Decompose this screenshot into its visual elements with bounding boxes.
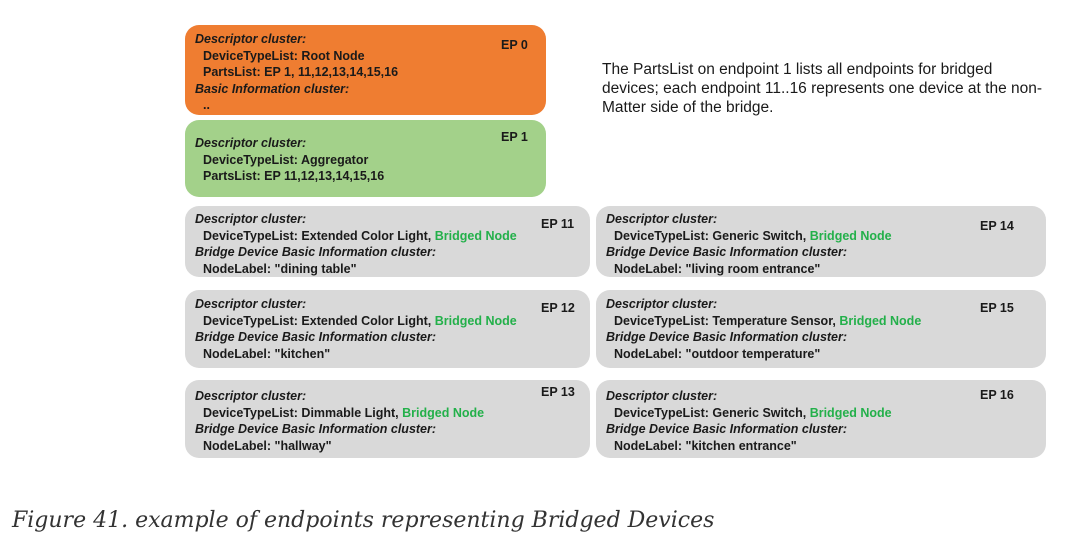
ep11-bdbi-header: Bridge Device Basic Information cluster: [195,245,437,259]
ep11-device-type [195,228,580,245]
ep14-label: EP 14 [980,219,1014,233]
ep12-device-type-text: DeviceTypeList: Extended Color Light, [203,313,432,328]
ep12-device-type [195,313,580,330]
ep15-device-type [606,313,1036,330]
ep15-label: EP 15 [980,301,1014,315]
ep14-descriptor-header: Descriptor cluster: [606,212,718,226]
ep15-bdbi-header: Bridge Device Basic Information cluster: [606,330,848,344]
ep12-box [185,290,590,368]
ep16-bridged-node-tag: Bridged Node [809,405,892,420]
ep13-box [185,380,590,458]
ep1-descriptor-header: Descriptor cluster: [195,136,307,150]
ep0-label: EP 0 [501,38,528,52]
ep0-box [185,25,546,115]
ep0-device-type: DeviceTypeList: Root Node [203,48,365,63]
ep13-descriptor-header: Descriptor cluster: [195,389,307,403]
ep0-parts-list: PartsList: EP 1, 11,12,13,14,15,16 [203,65,399,79]
ep1-label: EP 1 [501,130,528,144]
ep13-node-label: NodeLabel: "hallway" [203,438,332,453]
ep16-bdbi-header: Bridge Device Basic Information cluster: [606,422,848,436]
ep13-bdbi-header: Bridge Device Basic Information cluster: [195,422,437,436]
ep11-device-type-text: DeviceTypeList: Extended Color Light, [203,228,432,243]
ep14-device-type-text: DeviceTypeList: Generic Switch, [614,228,807,243]
ep12-node-label: NodeLabel: "kitchen" [203,346,331,361]
ep0-basic-info-header: Basic Information cluster: [195,81,350,96]
ep13-label: EP 13 [541,385,575,399]
ep13-device-type-text: DeviceTypeList: Dimmable Light, [203,405,399,420]
ep11-label: EP 11 [541,217,575,231]
ep0-ellipsis: .. [203,98,210,112]
ep1-box [185,120,546,197]
ep12-bdbi-header: Bridge Device Basic Information cluster: [195,330,437,344]
ep14-node-label: NodeLabel: "living room entrance" [614,261,821,276]
ep15-descriptor-header: Descriptor cluster: [606,297,718,311]
ep13-device-type [195,405,580,422]
ep16-box [596,380,1046,458]
ep15-box [596,290,1046,368]
ep16-descriptor-header: Descriptor cluster: [606,389,718,403]
ep11-descriptor-header: Descriptor cluster: [195,212,307,226]
ep12-bridged-node-tag: Bridged Node [434,313,517,328]
ep14-bdbi-header: Bridge Device Basic Information cluster: [606,245,848,259]
ep16-device-type [606,405,1036,422]
ep16-label: EP 16 [980,388,1014,402]
ep11-box [185,206,590,277]
ep15-bridged-node-tag: Bridged Node [839,313,922,328]
ep13-bridged-node-tag: Bridged Node [402,405,485,420]
ep0-descriptor-header: Descriptor cluster: [195,32,307,46]
ep1-parts-list: PartsList: EP 11,12,13,14,15,16 [203,169,385,183]
ep12-descriptor-header: Descriptor cluster: [195,297,307,311]
ep12-label: EP 12 [541,301,575,315]
ep15-node-label: NodeLabel: "outdoor temperature" [614,346,821,361]
ep11-node-label: NodeLabel: "dining table" [203,261,357,276]
ep14-device-type [606,228,1036,245]
ep16-device-type-text: DeviceTypeList: Generic Switch, [614,405,807,420]
parts-list-note: The PartsList on endpoint 1 lists all endpoints for bridged devices; each endpoint 11..16 represents one device at the non-Matter side of the bridge. [602,61,1043,116]
ep1-device-type: DeviceTypeList: Aggregator [203,152,369,167]
ep14-box [596,206,1046,277]
ep14-bridged-node-tag: Bridged Node [809,228,892,243]
figure-caption: Figure 41. example of endpoints representing Bridged Devices [12,508,715,533]
ep16-node-label: NodeLabel: "kitchen entrance" [614,438,797,453]
ep15-device-type-text: DeviceTypeList: Temperature Sensor, [614,313,836,328]
ep11-bridged-node-tag: Bridged Node [434,228,517,243]
